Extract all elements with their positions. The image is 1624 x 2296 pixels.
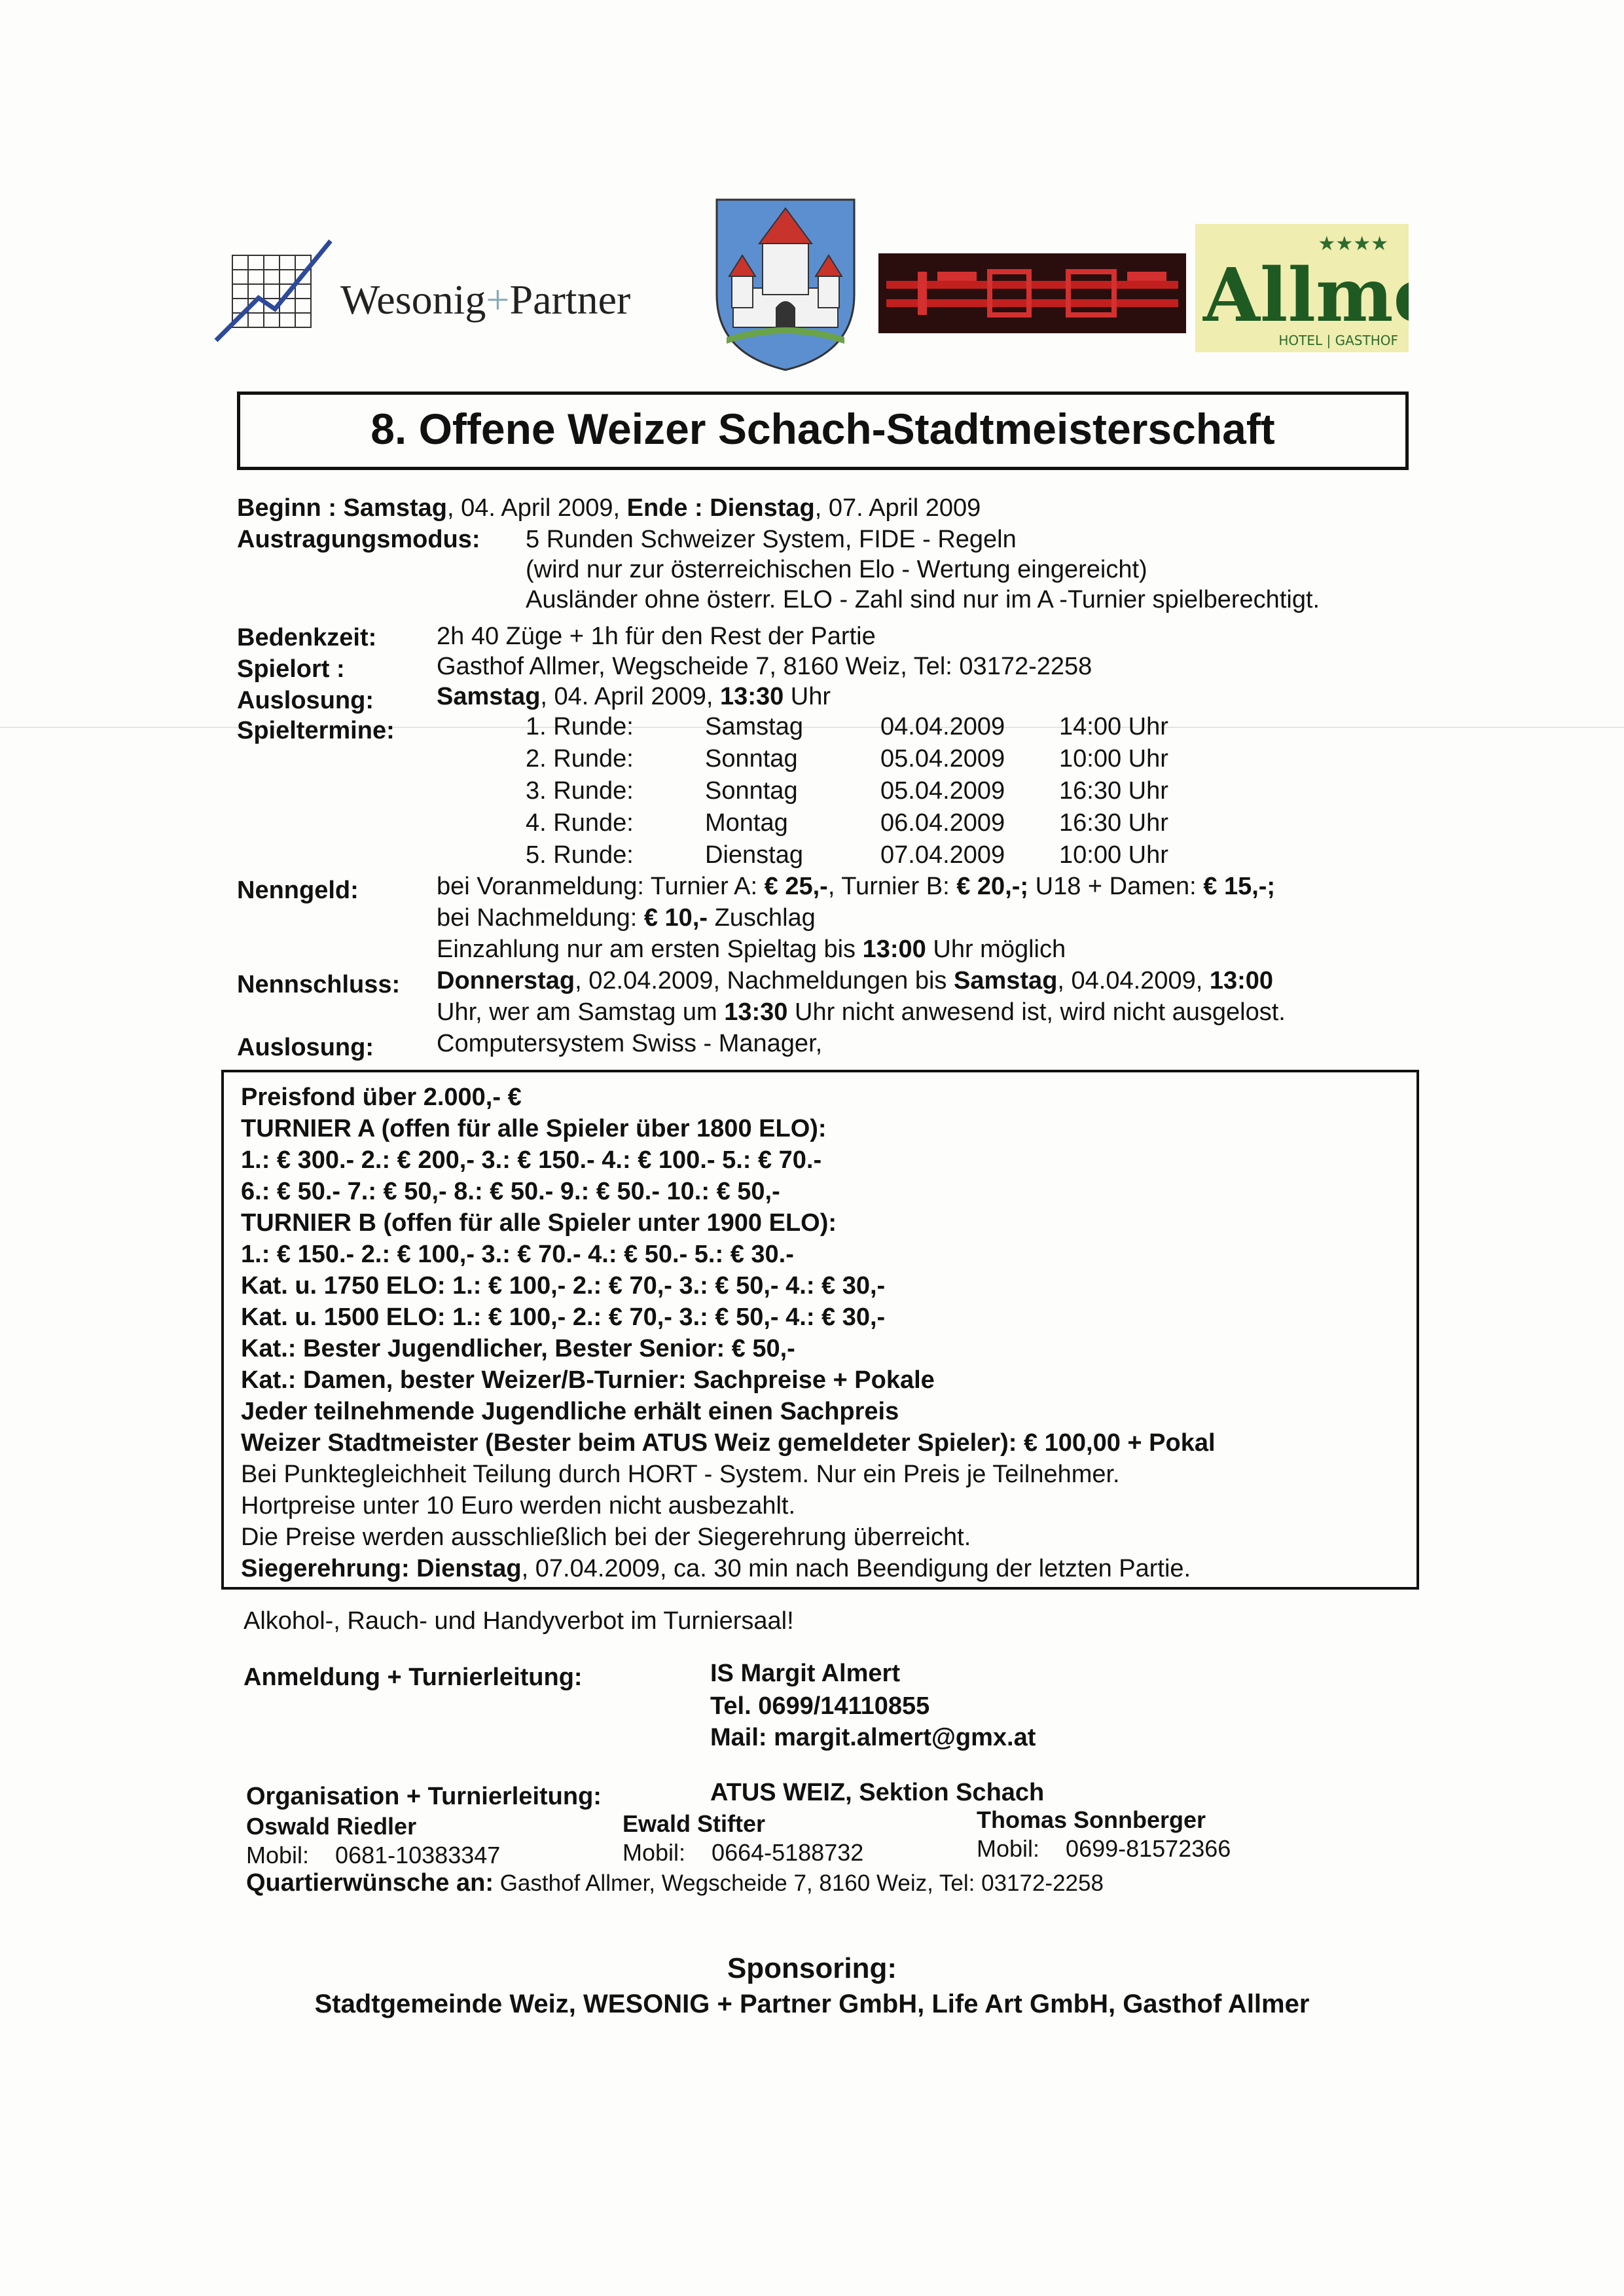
prize-line: TURNIER B (offen für alle Spieler unter 1900 ELO):: [241, 1209, 837, 1237]
round-3-number: 3. Runde:: [526, 777, 634, 805]
wesonig-logo-icon: [213, 236, 337, 357]
round-1-number: 1. Runde:: [526, 713, 634, 740]
round-4-number: 4. Runde:: [526, 809, 634, 837]
round-5-date: 07.04.2009: [880, 841, 1005, 869]
anmeldung-name: IS Margit Almert: [710, 1660, 900, 1687]
auslosung-system-label: Auslosung:: [237, 1034, 374, 1061]
round-2-day: Sonntag: [705, 745, 798, 773]
prize-note: Die Preise werden ausschließlich bei der Siegerehrung überreicht.: [241, 1523, 971, 1551]
organisation-label: Organisation + Turnierleitung:: [246, 1783, 602, 1810]
contact-mobile: Mobil: 0681-10383347: [246, 1842, 501, 1868]
modus-line-2: (wird nur zur österreichischen Elo - Wertung eingereicht): [526, 556, 1147, 583]
contact-name: Thomas Sonnberger: [977, 1806, 1206, 1833]
svg-text:HOTEL | GASTHOF: HOTEL | GASTHOF: [1278, 333, 1398, 348]
nennschluss-label: Nennschluss:: [237, 971, 401, 998]
nenngeld-label: Nenngeld:: [237, 877, 359, 904]
round-2-number: 2. Runde:: [526, 745, 634, 773]
anmeldung-email: Mail: margit.almert@gmx.at: [710, 1724, 1036, 1751]
round-3-time: 16:30 Uhr: [1059, 777, 1168, 805]
auslosung-label: Auslosung:: [237, 687, 374, 714]
modus-line-3: Ausländer ohne österr. ELO - Zahl sind nur im A -Turnier spielberechtigt.: [526, 586, 1320, 613]
prize-note: Hortpreise unter 10 Euro werden nicht ausbezahlt.: [241, 1492, 796, 1520]
bedenkzeit-value: 2h 40 Züge + 1h für den Rest der Partie: [437, 623, 876, 650]
round-1-time: 14:00 Uhr: [1059, 713, 1168, 740]
anmeldung-label: Anmeldung + Turnierleitung:: [244, 1664, 583, 1691]
spieltermine-label: Spieltermine:: [237, 717, 395, 744]
round-2-time: 10:00 Uhr: [1059, 745, 1168, 773]
svg-text:★★★★: ★★★★: [1318, 232, 1388, 255]
prize-line: Kat.: Bester Jugendlicher, Bester Senior: € 50,-: [241, 1335, 795, 1362]
bedenkzeit-label: Bedenkzeit:: [237, 624, 377, 651]
prize-line: Jeder teilnehmende Jugendliche erhält einen Sachpreis: [241, 1398, 899, 1425]
round-5-day: Dienstag: [705, 841, 803, 869]
nenngeld-line-2: bei Nachmeldung: € 10,- Zuschlag: [437, 904, 816, 932]
life-art-logo: [878, 253, 1186, 333]
round-3-date: 05.04.2009: [880, 777, 1005, 805]
contact-mobile: Mobil: 0699-81572366: [977, 1835, 1231, 1862]
contact-name: Ewald Stifter: [623, 1810, 766, 1837]
sponsoring-list: Stadtgemeinde Weiz, WESONIG + Partner GmbH, Life Art GmbH, Gasthof Allmer: [314, 1990, 1310, 2018]
prize-line: Preisfond über 2.000,- €: [241, 1084, 522, 1111]
prize-line: TURNIER A (offen für alle Spieler über 1800 ELO):: [241, 1115, 827, 1142]
spielort-value: Gasthof Allmer, Wegscheide 7, 8160 Weiz, Tel: 03172-2258: [437, 653, 1092, 680]
anmeldung-phone: Tel. 0699/14110855: [710, 1692, 930, 1720]
round-1-date: 04.04.2009: [880, 713, 1005, 740]
round-5-time: 10:00 Uhr: [1059, 841, 1168, 869]
round-3-day: Sonntag: [705, 777, 798, 805]
organisation-club: ATUS WEIZ, Sektion Schach: [710, 1779, 1045, 1806]
sponsoring-heading: Sponsoring:: [727, 1952, 897, 1984]
nennschluss-line-1: Donnerstag, 02.04.2009, Nachmeldungen bis Samstag, 04.04.2009, 13:00: [437, 967, 1274, 994]
prize-line: 1.: € 150.- 2.: € 100,- 3.: € 70.- 4.: € 50.- 5.: € 30.-: [241, 1241, 794, 1268]
modus-label: Austragungsmodus:: [237, 526, 480, 553]
ban-notice: Alkohol-, Rauch- und Handyverbot im Turniersaal!: [244, 1607, 794, 1635]
nenngeld-line-3: Einzahlung nur am ersten Spieltag bis 13:00 Uhr möglich: [437, 936, 1066, 963]
nenngeld-line-1: bei Voranmeldung: Turnier A: € 25,-, Turnier B: € 20,-; U18 + Damen: € 15,-;: [437, 873, 1276, 900]
allmer-hotel-logo: [1195, 224, 1409, 352]
contact-name: Oswald Riedler: [246, 1813, 417, 1840]
auslosung-value: Samstag, 04. April 2009, 13:30 Uhr: [437, 683, 831, 710]
wesonig-wordmark: Wesonig+Partner: [340, 276, 631, 323]
weiz-coat-of-arms-icon: [713, 196, 857, 376]
auslosung-system-value: Computersystem Swiss - Manager,: [437, 1030, 823, 1057]
quartier-line: Quartierwünsche an: Gasthof Allmer, Wegscheide 7, 8160 Weiz, Tel: 03172-2258: [246, 1869, 1104, 1897]
round-1-day: Samstag: [705, 713, 803, 740]
round-4-day: Montag: [705, 809, 788, 837]
page-title: 8. Offene Weizer Schach-Stadtmeisterschaft: [370, 405, 1275, 453]
round-4-date: 06.04.2009: [880, 809, 1005, 837]
svg-text:Allmer: Allm: [1203, 253, 1394, 338]
round-5-number: 5. Runde:: [526, 841, 634, 869]
dates-line: Beginn : Samstag, 04. April 2009, Ende : Dienstag, 07. April 2009: [237, 494, 981, 522]
spielort-label: Spielort :: [237, 655, 345, 683]
prize-note: Bei Punktegleichheit Teilung durch HORT - System. Nur ein Preis je Teilnehmer.: [241, 1461, 1120, 1488]
prize-line: 1.: € 300.- 2.: € 200,- 3.: € 150.- 4.: € 100.- 5.: € 70.-: [241, 1146, 822, 1174]
nennschluss-line-2: Uhr, wer am Samstag um 13:30 Uhr nicht anwesend ist, wird nicht ausgelost.: [437, 998, 1286, 1026]
prize-line: Weizer Stadtmeister (Bester beim ATUS Weiz gemeldeter Spieler): € 100,00 + Pokal: [241, 1429, 1216, 1457]
contact-mobile: Mobil: 0664-5188732: [623, 1839, 864, 1866]
round-2-date: 05.04.2009: [880, 745, 1005, 773]
prize-line: Kat.: Damen, bester Weizer/B-Turnier: Sachpreise + Pokale: [241, 1366, 935, 1394]
prize-line: Kat. u. 1500 ELO: 1.: € 100,- 2.: € 70,- 3.: € 50,- 4.: € 30,-: [241, 1303, 886, 1331]
round-4-time: 16:30 Uhr: [1059, 809, 1168, 837]
siegerehrung-line: Siegerehrung: Dienstag, 07.04.2009, ca. 30 min nach Beendigung der letzten Partie.: [241, 1555, 1191, 1582]
prize-line: 6.: € 50.- 7.: € 50,- 8.: € 50.- 9.: € 50.- 10.: € 50,-: [241, 1178, 780, 1205]
prize-line: Kat. u. 1750 ELO: 1.: € 100,- 2.: € 70,- 3.: € 50,- 4.: € 30,-: [241, 1272, 886, 1300]
modus-line-1: 5 Runden Schweizer System, FIDE - Regeln: [526, 526, 1017, 553]
